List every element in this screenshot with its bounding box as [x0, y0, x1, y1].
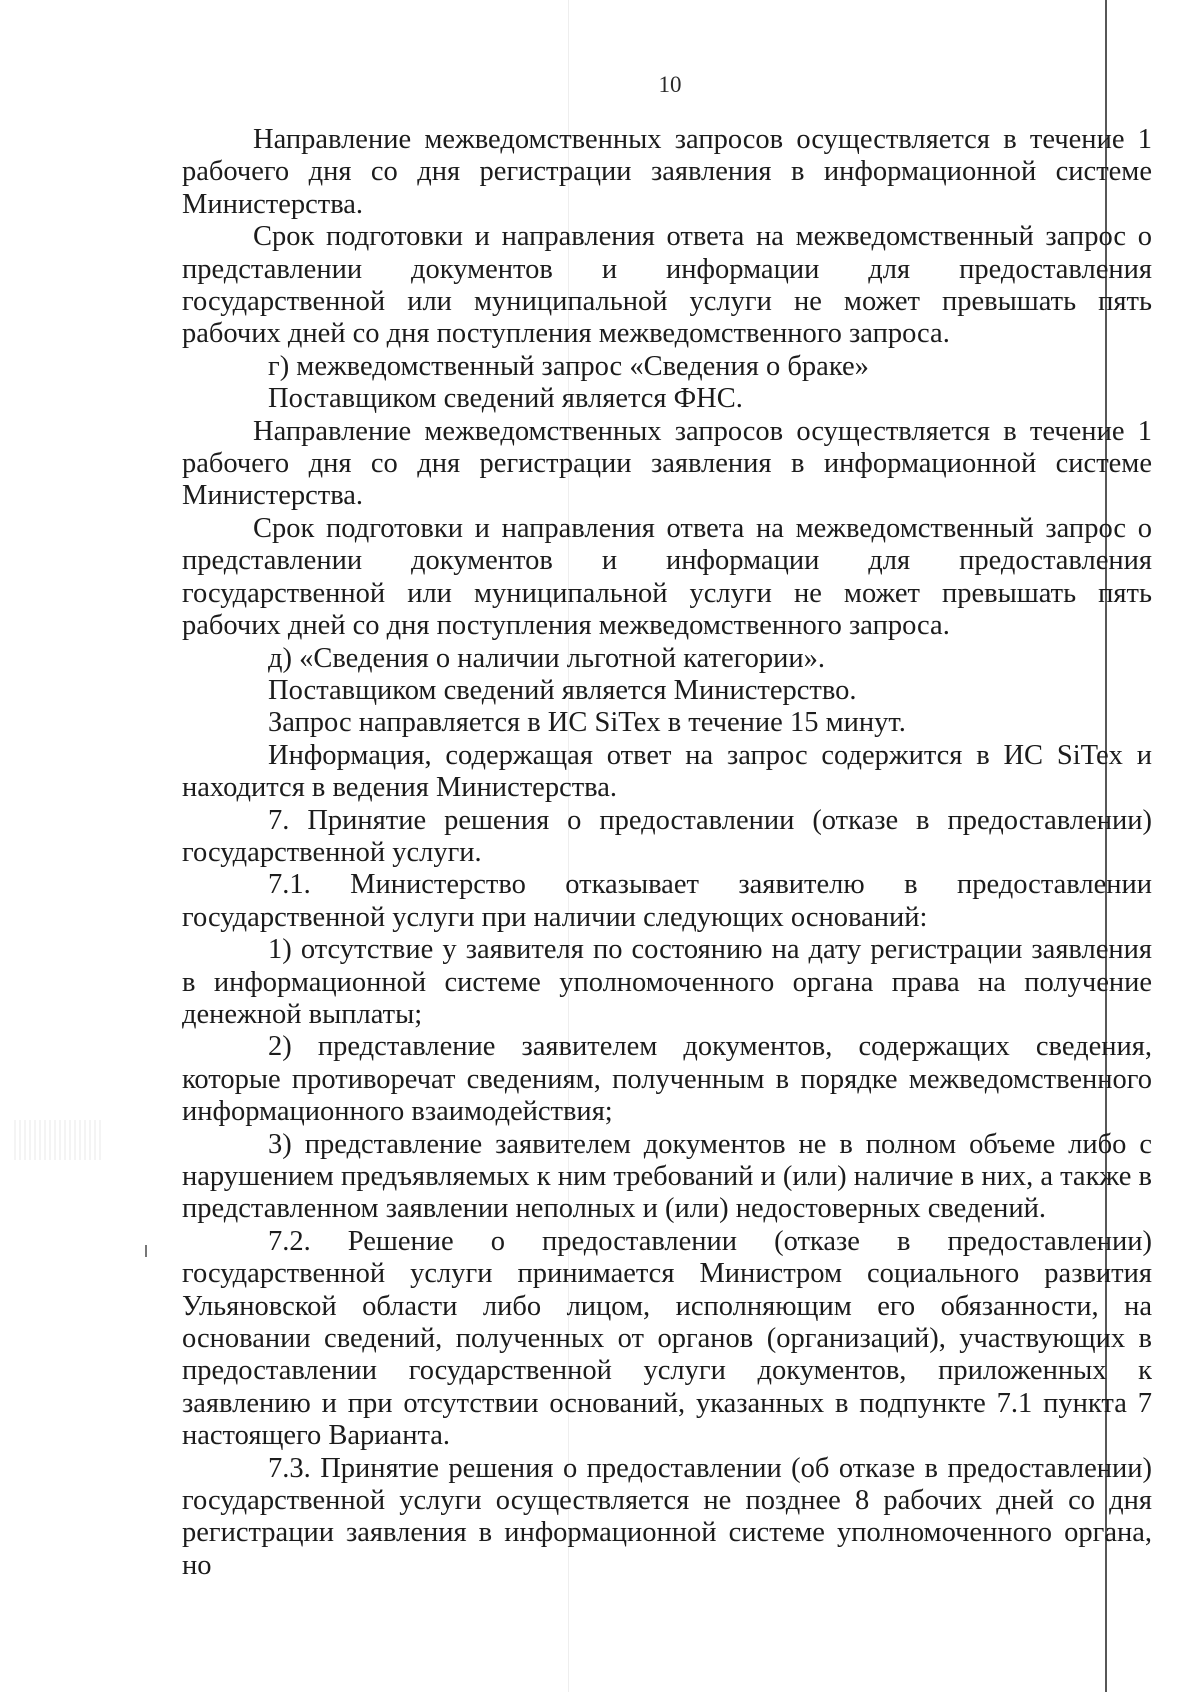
paragraph: Направление межведомственных запросов осуществляется в течение 1 рабочего дня со дня регистрации заявления в информационной системе Министерства. [182, 415, 1152, 512]
paragraph: Срок подготовки и направления ответа на межведомственный запрос о представлении документов и информации для предоставления государственной или муниципальной услуги не может превышать пять рабочих дней со дня поступления межведомственного запроса. [182, 512, 1152, 642]
paragraph: 7.2. Решение о предоставлении (отказе в предоставлении) государственной услуги принимается Министром социального развития Ульяновской области либо лицом, исполняющим его обязанности, на основании сведений, полученных от органов (организаций), участвующих в предоставлении государственной услуги документов, приложенных к заявлению и при отсутствии оснований, указанных в подпункте 7.1 пункта 7 настоящего Варианта. [182, 1225, 1152, 1452]
scan-mark [145, 1245, 147, 1257]
paragraph: Поставщиком сведений является Министерство. [268, 674, 857, 706]
paragraph: 7.3. Принятие решения о предоставлении (об отказе в предоставлении) государственной услуги осуществляется не позднее 8 рабочих дней со дня регистрации заявления в информационной системе уполномоченного органа, но [182, 1452, 1152, 1581]
section-heading: 7. Принятие решения о предоставлении (отказе в предоставлении) государственной услуги. [182, 804, 1152, 868]
paragraph: д) «Сведения о наличии льготной категории». [268, 642, 825, 674]
list-item: 2) представление заявителем документов, содержащих сведения, которые противоречат сведениям, полученным в порядке межведомственного информационного взаимодействия; [182, 1031, 1152, 1128]
page-number: 10 [658, 72, 682, 97]
paragraph: Информация, содержащая ответ на запрос содержится в ИС SiTex и находится в ведения Министерства. [182, 739, 1152, 804]
paragraph: 7.1. Министерство отказывает заявителю в предоставлении государственной услуги при наличии следующих оснований: [182, 869, 1152, 933]
paragraph: Запрос направляется в ИС SiTex в течение 15 минут. [268, 707, 906, 739]
paragraph: г) межведомственный запрос «Сведения о браке» [268, 350, 869, 382]
scan-noise [14, 1120, 104, 1160]
paragraph: Направление межведомственных запросов осуществляется в течение 1 рабочего дня со дня регистрации заявления в информационной системе Министерства. [182, 124, 1152, 220]
list-item: 1) отсутствие у заявителя по состоянию на дату регистрации заявления в информационной системе уполномоченного органа права на получение денежной выплаты; [182, 934, 1152, 1030]
document-body [182, 124, 1152, 1582]
paragraph: Поставщиком сведений является ФНС. [268, 383, 743, 415]
list-item: 3) представление заявителем документов не в полном объеме либо с нарушением предъявляемых к ним требований и (или) наличие в них, а также в представленном заявлении неполных и (или) недостоверных сведений. [182, 1128, 1152, 1225]
paragraph: Срок подготовки и направления ответа на межведомственный запрос о представлении документов и информации для предоставления государственной или муниципальной услуги не может превышать пять рабочих дней со дня поступления межведомственного запроса. [182, 221, 1152, 350]
